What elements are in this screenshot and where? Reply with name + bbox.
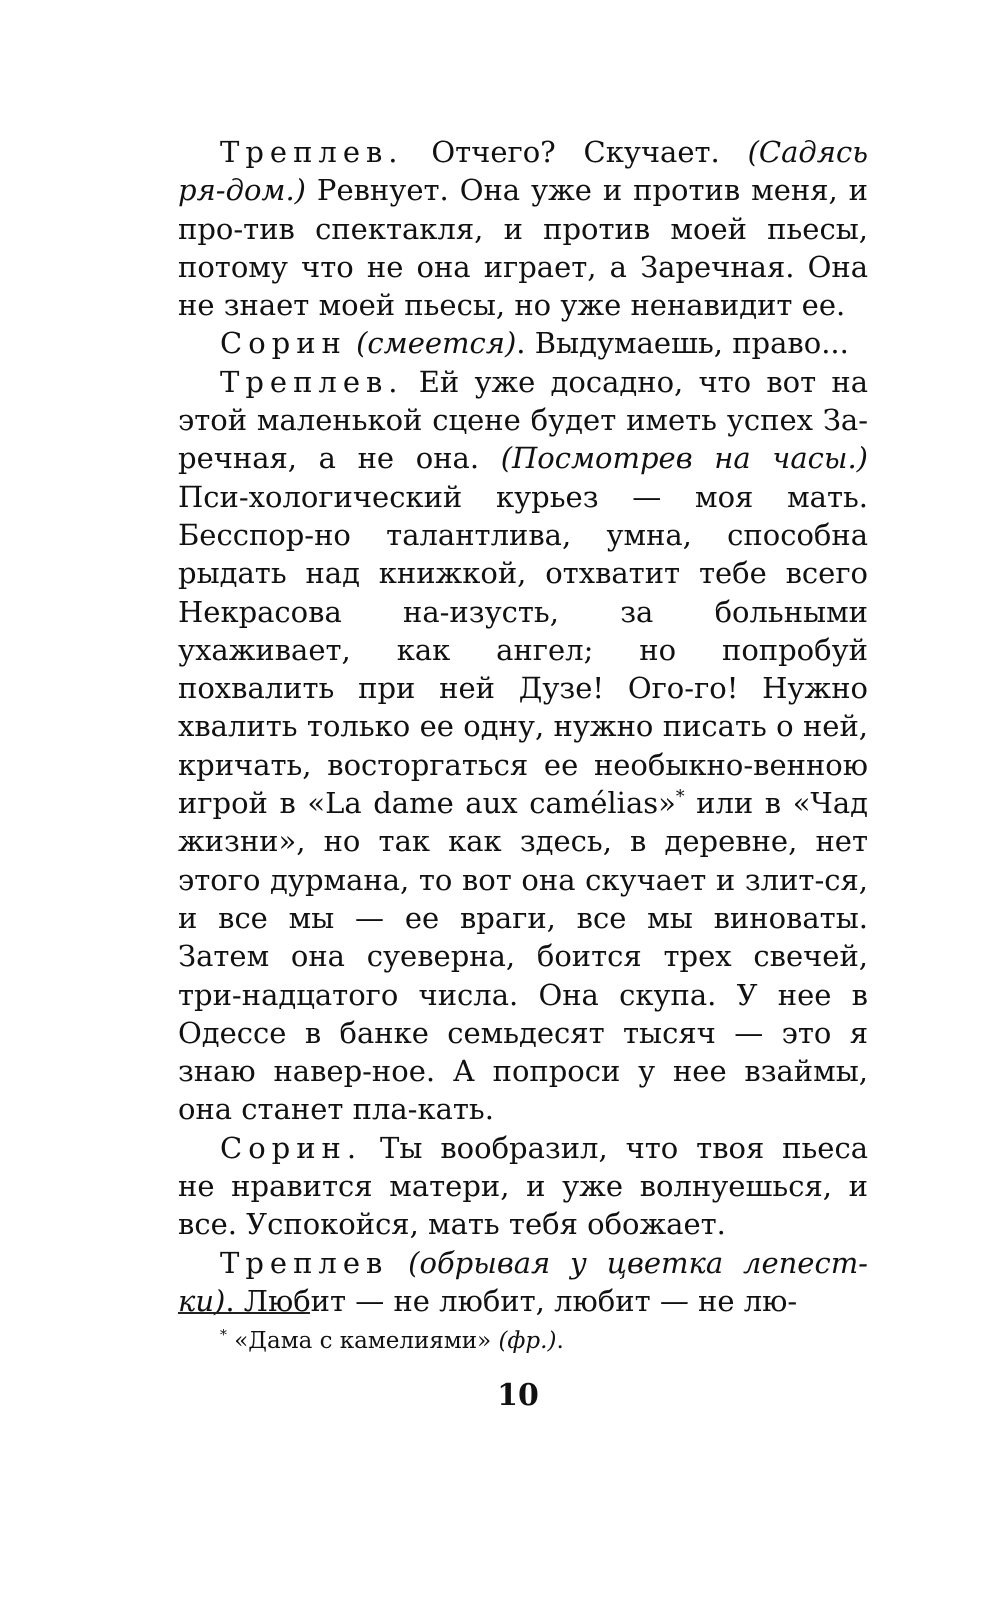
paragraph-treplev-2: [178, 363, 868, 1129]
main-text: [178, 133, 868, 1320]
stage-direction: (Посмотрев на часы.): [500, 441, 868, 476]
footnote-text: «Дама с камелиями»: [226, 1328, 499, 1354]
footnote: [220, 1326, 564, 1356]
paragraph-sorin-1: [178, 324, 868, 362]
speaker-name: Сорин: [220, 326, 347, 361]
page-number: 10: [497, 1378, 539, 1413]
speech-text: . Любит — не любит, любит — не лю-: [225, 1283, 798, 1318]
speech-text: Ревнует. Она уже и против меня, и про-тив спектакля, и против моей пьесы, потому что не она играет, а Заречная. Она не знает моей пьесы, но уже ненавидит ее.: [178, 173, 868, 323]
speaker-name: Сорин.: [220, 1130, 363, 1165]
speech-text: Пси-хологический курьез — моя мать. Бесспор-но талантлива, умна, способна рыдать над книжкой, отхватит тебе всего Некрасова на-изусть, за больными ухаживает, как ангел; но попробуй похвалить при ней Дузе! Ого-го! Нужно хвалить только ее одну, нужно писать о ней, кричать, восторгаться ее необыкно-венною игрой в «La dame aux camélias»: [178, 479, 868, 821]
footnote-mark: *: [220, 1327, 227, 1344]
speech-text: [388, 1246, 408, 1280]
paragraph-treplev-1: [178, 133, 868, 324]
speaker-name: Треплев.: [220, 135, 404, 169]
paragraph-sorin-2: [178, 1129, 868, 1244]
speech-text: [347, 326, 356, 360]
footnote-divider: [178, 1312, 310, 1314]
speech-text: Отчего? Скучает.: [403, 135, 748, 169]
speaker-name: Треплев: [220, 1245, 389, 1280]
footnote-marker: *: [675, 787, 685, 808]
speech-text: Ей уже досадно, что вот на этой маленькой сцене будет иметь успех За-речная, а не она.: [178, 364, 868, 476]
footnote-language-note: (фр.): [498, 1328, 557, 1354]
stage-direction: (Садясь ря-дом.): [178, 135, 868, 208]
speech-text: Ты вообразил, что твоя пьеса не нравится матери, и уже волнуешься, и все. Успокойся, мать тебя обожает.: [178, 1130, 868, 1242]
stage-direction: (обрывая у цветка лепест-ки): [178, 1245, 868, 1318]
stage-direction: (смеется): [356, 326, 517, 361]
speaker-name: Треплев.: [220, 364, 404, 399]
speech-text: . Выдумаешь, право...: [516, 326, 849, 361]
footnote-end: .: [556, 1328, 564, 1354]
paragraph-treplev-3: [178, 1244, 868, 1321]
speech-text: или в «Чад жизни», но так как здесь, в деревне, нет этого дурмана, то вот она скучает и злит-ся, и все мы — ее враги, все мы виноваты. Затем она суеверна, боится трех свечей, три-надцатого числа. Она скупа. У нее в Одессе в банке семьдесят тысяч — это я знаю навер-ное. А попроси у нее взаймы, она станет пла-кать.: [178, 786, 868, 1127]
